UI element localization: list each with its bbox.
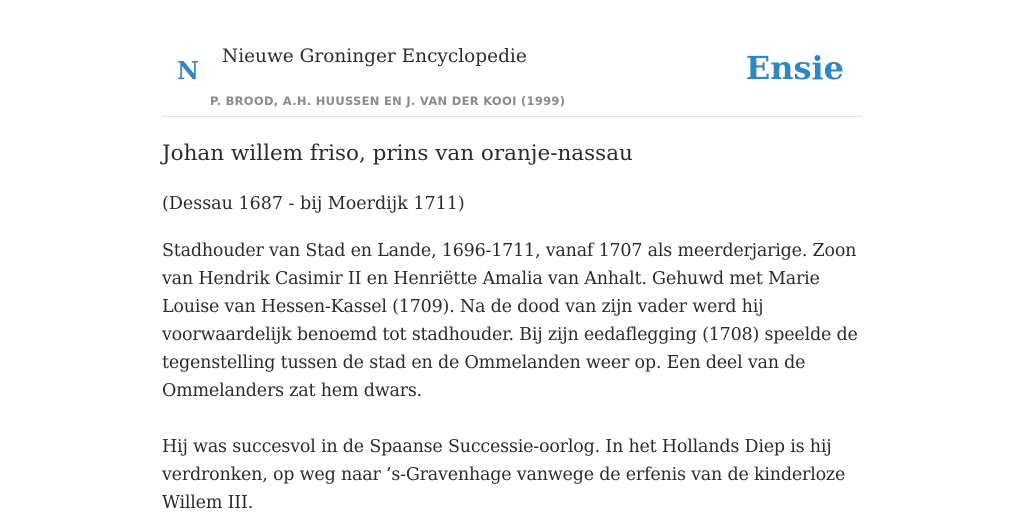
article-dates: (Dessau 1687 - bij Moerdijk 1711)	[162, 194, 465, 214]
article-body	[162, 138, 866, 512]
encyclopedia-header	[162, 30, 862, 117]
article-paragraph: Stadhouder van Stad en Lande, 1696-1711, vanaf 1707 als meerderjarige. Zoon van Hendrik Casimir II en Henriëtte Amalia van Anhalt. Gehuwd met Marie Louise van Hessen-Kassel (1709). Na de dood van zijn vader werd hij voorwaardelijk benoemd tot stadhouder. Bij zijn eedaflegging (1708) speelde de tegenstelling tussen de stad en de Ommelanden weer op. Een deel van de Ommelanders zat hem dwars.	[162, 241, 858, 401]
encyclopedia-logo[interactable]: N	[177, 56, 199, 85]
publication-authors: P. BROOD, A.H. HUUSSEN EN J. VAN DER KOOI (1999)	[210, 94, 566, 108]
publication-title-link[interactable]: Nieuwe Groninger Encyclopedie	[222, 46, 527, 67]
ensie-brand-link[interactable]: Ensie	[745, 49, 844, 87]
article-paragraph: Hij was succesvol in de Spaanse Successie-oorlog. In het Hollands Diep is hij verdronken, op weg naar ’s-Gravenhage vanwege de erfenis van de kinderloze Willem III.	[162, 437, 846, 512]
article-title: Johan willem friso, prins van oranje-nassau	[162, 141, 633, 166]
